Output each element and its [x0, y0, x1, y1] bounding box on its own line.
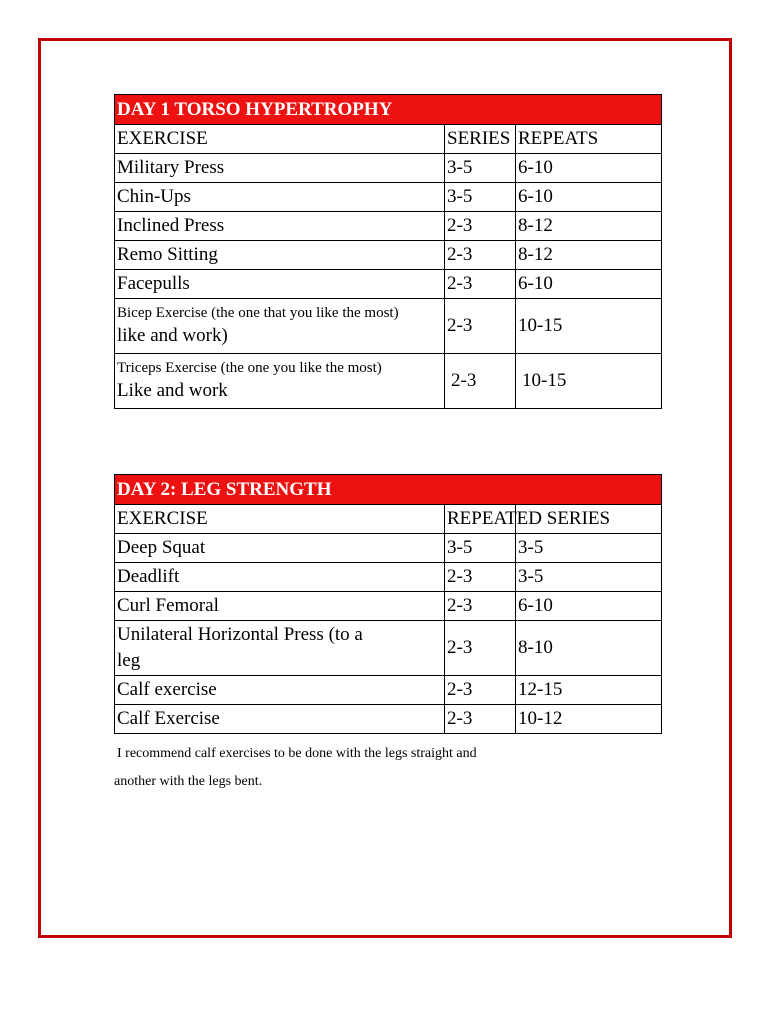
day2-header-repeated-series: REPEATED SERIES [445, 505, 516, 534]
day2-table [114, 474, 662, 734]
repeats-cell: 8-12 [516, 212, 662, 241]
exercise-cell [115, 299, 445, 354]
table-row [115, 621, 662, 676]
day2-header-row [115, 505, 662, 534]
series-cell: 2-3 [445, 212, 516, 241]
value-cell: 2-3 [445, 621, 516, 676]
day2-title-row [115, 475, 662, 505]
series-cell: 2-3 [445, 270, 516, 299]
bicep-line2: like and work) [117, 325, 228, 346]
series-cell: 3-5 [445, 154, 516, 183]
table-row [115, 241, 662, 270]
exercise-cell: Deadlift [115, 563, 445, 592]
table-row [115, 534, 662, 563]
day1-header-series: SERIES [445, 125, 516, 154]
repeats-cell: 6-10 [516, 183, 662, 212]
triceps-line2: Like and work [117, 380, 228, 401]
bicep-line1: Bicep Exercise (the one that you like the most) [117, 305, 399, 321]
exercise-cell: Deep Squat [115, 534, 445, 563]
series-cell: 2-3 [445, 241, 516, 270]
table-row [115, 299, 662, 354]
table-row [115, 183, 662, 212]
value-cell: 2-3 [445, 563, 516, 592]
repeats-cell: 10-15 [516, 299, 662, 354]
note-line2: another with the legs bent. [114, 774, 263, 789]
table-row [115, 592, 662, 621]
repeats-cell: 6-10 [516, 154, 662, 183]
value-cell: 3-5 [516, 534, 662, 563]
value-cell: 3-5 [445, 534, 516, 563]
exercise-cell: Curl Femoral [115, 592, 445, 621]
day1-header-row [115, 125, 662, 154]
day1-title-row [115, 95, 662, 125]
exercise-cell: Remo Sitting [115, 241, 445, 270]
exercise-cell: Inclined Press [115, 212, 445, 241]
table-row [115, 563, 662, 592]
table-row [115, 676, 662, 705]
day1-table [114, 94, 662, 409]
series-cell: 2-3 [445, 299, 516, 354]
repeats-cell: 6-10 [516, 270, 662, 299]
day1-header-exercise: EXERCISE [115, 125, 445, 154]
value-cell: 2-3 [445, 592, 516, 621]
table-row [115, 270, 662, 299]
day2-title: DAY 2: LEG STRENGTH [115, 475, 662, 505]
value-cell: 8-10 [516, 621, 662, 676]
series-cell: 2-3 [445, 354, 516, 409]
value-cell: 6-10 [516, 592, 662, 621]
repeats-cell: 8-12 [516, 241, 662, 270]
exercise-cell: Calf Exercise [115, 705, 445, 734]
day1-title: DAY 1 TORSO HYPERTROPHY [115, 95, 662, 125]
table-row [115, 705, 662, 734]
series-cell: 3-5 [445, 183, 516, 212]
value-cell: 2-3 [445, 676, 516, 705]
triceps-line1: Triceps Exercise (the one you like the most) [117, 360, 382, 376]
exercise-cell [115, 354, 445, 409]
exercise-cell: Facepulls [115, 270, 445, 299]
table-row [115, 354, 662, 409]
day1-header-repeats: REPEATS [516, 125, 662, 154]
value-cell: 12-15 [516, 676, 662, 705]
exercise-cell: Calf exercise [115, 676, 445, 705]
exercise-cell: Unilateral Horizontal Press (to a leg [115, 621, 445, 676]
repeats-cell: 10-15 [516, 354, 662, 409]
day2-header-exercise: EXERCISE [115, 505, 445, 534]
exercise-cell: Chin-Ups [115, 183, 445, 212]
calf-note [114, 740, 534, 796]
exercise-cell: Military Press [115, 154, 445, 183]
table-row [115, 154, 662, 183]
value-cell: 3-5 [516, 563, 662, 592]
note-line1: I recommend calf exercises to be done with the legs straight and [117, 746, 477, 761]
value-cell: 2-3 [445, 705, 516, 734]
table-row [115, 212, 662, 241]
value-cell: 10-12 [516, 705, 662, 734]
